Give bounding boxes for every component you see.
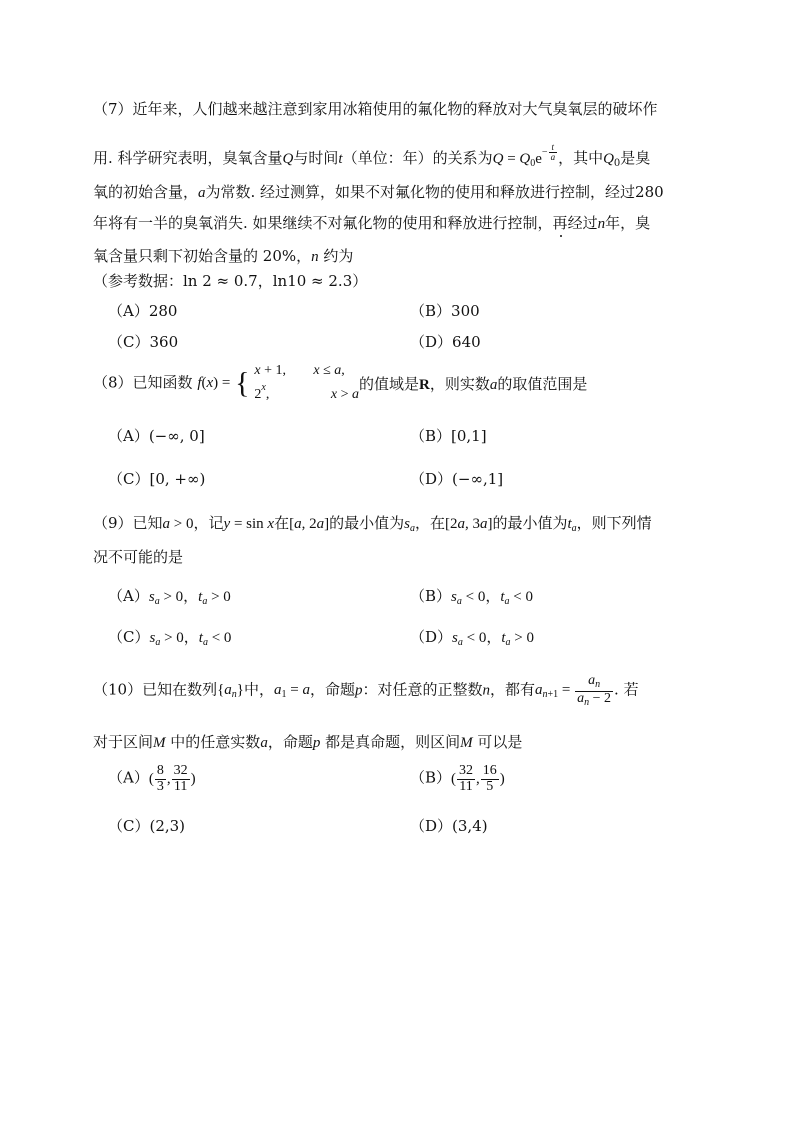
q7-line-1: （7）近年来，人们越来越注意到家用冰箱使用的氟化物的释放对大气臭氧层的破坏作 [93,100,658,118]
q7-line-5: 氧含量只剩下初始含量的 20%，n 约为 [93,247,354,265]
q9-line-1: （9）已知a > 0，记y = sin x在[a, 2a]的最小值为$s_a$，在[2a, 3a]的最小值为$t_a$，则下列情 [93,514,652,534]
q7-line-2: 用. 科学研究表明，臭氧含量Q与时间t（单位：年）的关系为$Q = Q_0e^{- \frac{t}{a}}$ ，其中$Q_0$是臭 [93,142,651,170]
q8-option-b[interactable]: （B）[0,1] [410,427,487,445]
q9-option-a[interactable]: $(A)s_a > 0$，$t_a > 0$ [108,587,231,607]
q9-option-c[interactable]: $(C)s_a > 0$，$t_a < 0$ [108,628,232,648]
q7-line-4: 年将有一半的臭氧消失. 如果继续不对氟化物的使用和释放进行控制，再经过n年，臭 [93,214,651,232]
q8-option-a[interactable]: （A）(−∞, 0] [108,427,205,445]
q8-option-c[interactable]: （C）[0, +∞) [108,470,206,488]
q8-option-d[interactable]: （D）(−∞,1] [410,470,504,488]
q10-option-a[interactable]: （A）( $\frac{8}{3}$ , $\frac{32}{11}$ ) [108,763,196,794]
q9-option-d[interactable]: $(D)s_a < 0$，$t_a > 0$ [410,628,534,648]
q7-formula: $Q = Q_0e^{- \frac{t}{a}}$ [492,142,556,170]
q7-option-a[interactable]: （A）280 [108,302,178,320]
q7-emphasis: 再经过 [552,214,598,232]
q7-line-3: 氧的初始含量，a为常数. 经过测算，如果不对氟化物的使用和释放进行控制，经过280 [93,183,664,201]
q9-option-b[interactable]: $(B)s_a < 0$，$t_a < 0$ [410,587,533,607]
q7-option-c[interactable]: （C）360 [108,333,179,351]
q7-option-d[interactable]: （D）640 [410,333,481,351]
piecewise-function: { x + 1, x ≤ a, 2x, x > a [235,363,359,402]
q10-option-d[interactable]: （D）(3,4) [410,817,488,835]
q10-option-c[interactable]: （C）(2,3) [108,817,186,835]
q8-stem: （8）已知函数 f(x) = { x + 1, x ≤ a, 2x, x > a 的值域是R，则实数a的取值范围是 [93,362,587,405]
q10-option-b[interactable]: （B）( $\frac{32}{11}$ , $\frac{16}{5}$ ) [410,763,505,794]
q10-line-2: 对于区间M 中的任意实数a，命题p 都是真命题，则区间M 可以是 [93,733,523,751]
q7-reference: （参考数据：ln 2 ≈ 0.7，ln10 ≈ 2.3） [93,272,368,290]
q7-option-b[interactable]: （B）300 [410,302,480,320]
q9-line-2: 况不可能的是 [93,548,184,566]
q10-line-1: （10）已知在数列$\{a_n\}$中，$a_1 = a$，命题p：对任意的正整数n，都有$a_{n+1}$ = $\frac{a_n}{a_n - 2}$ . 若 [93,673,639,708]
